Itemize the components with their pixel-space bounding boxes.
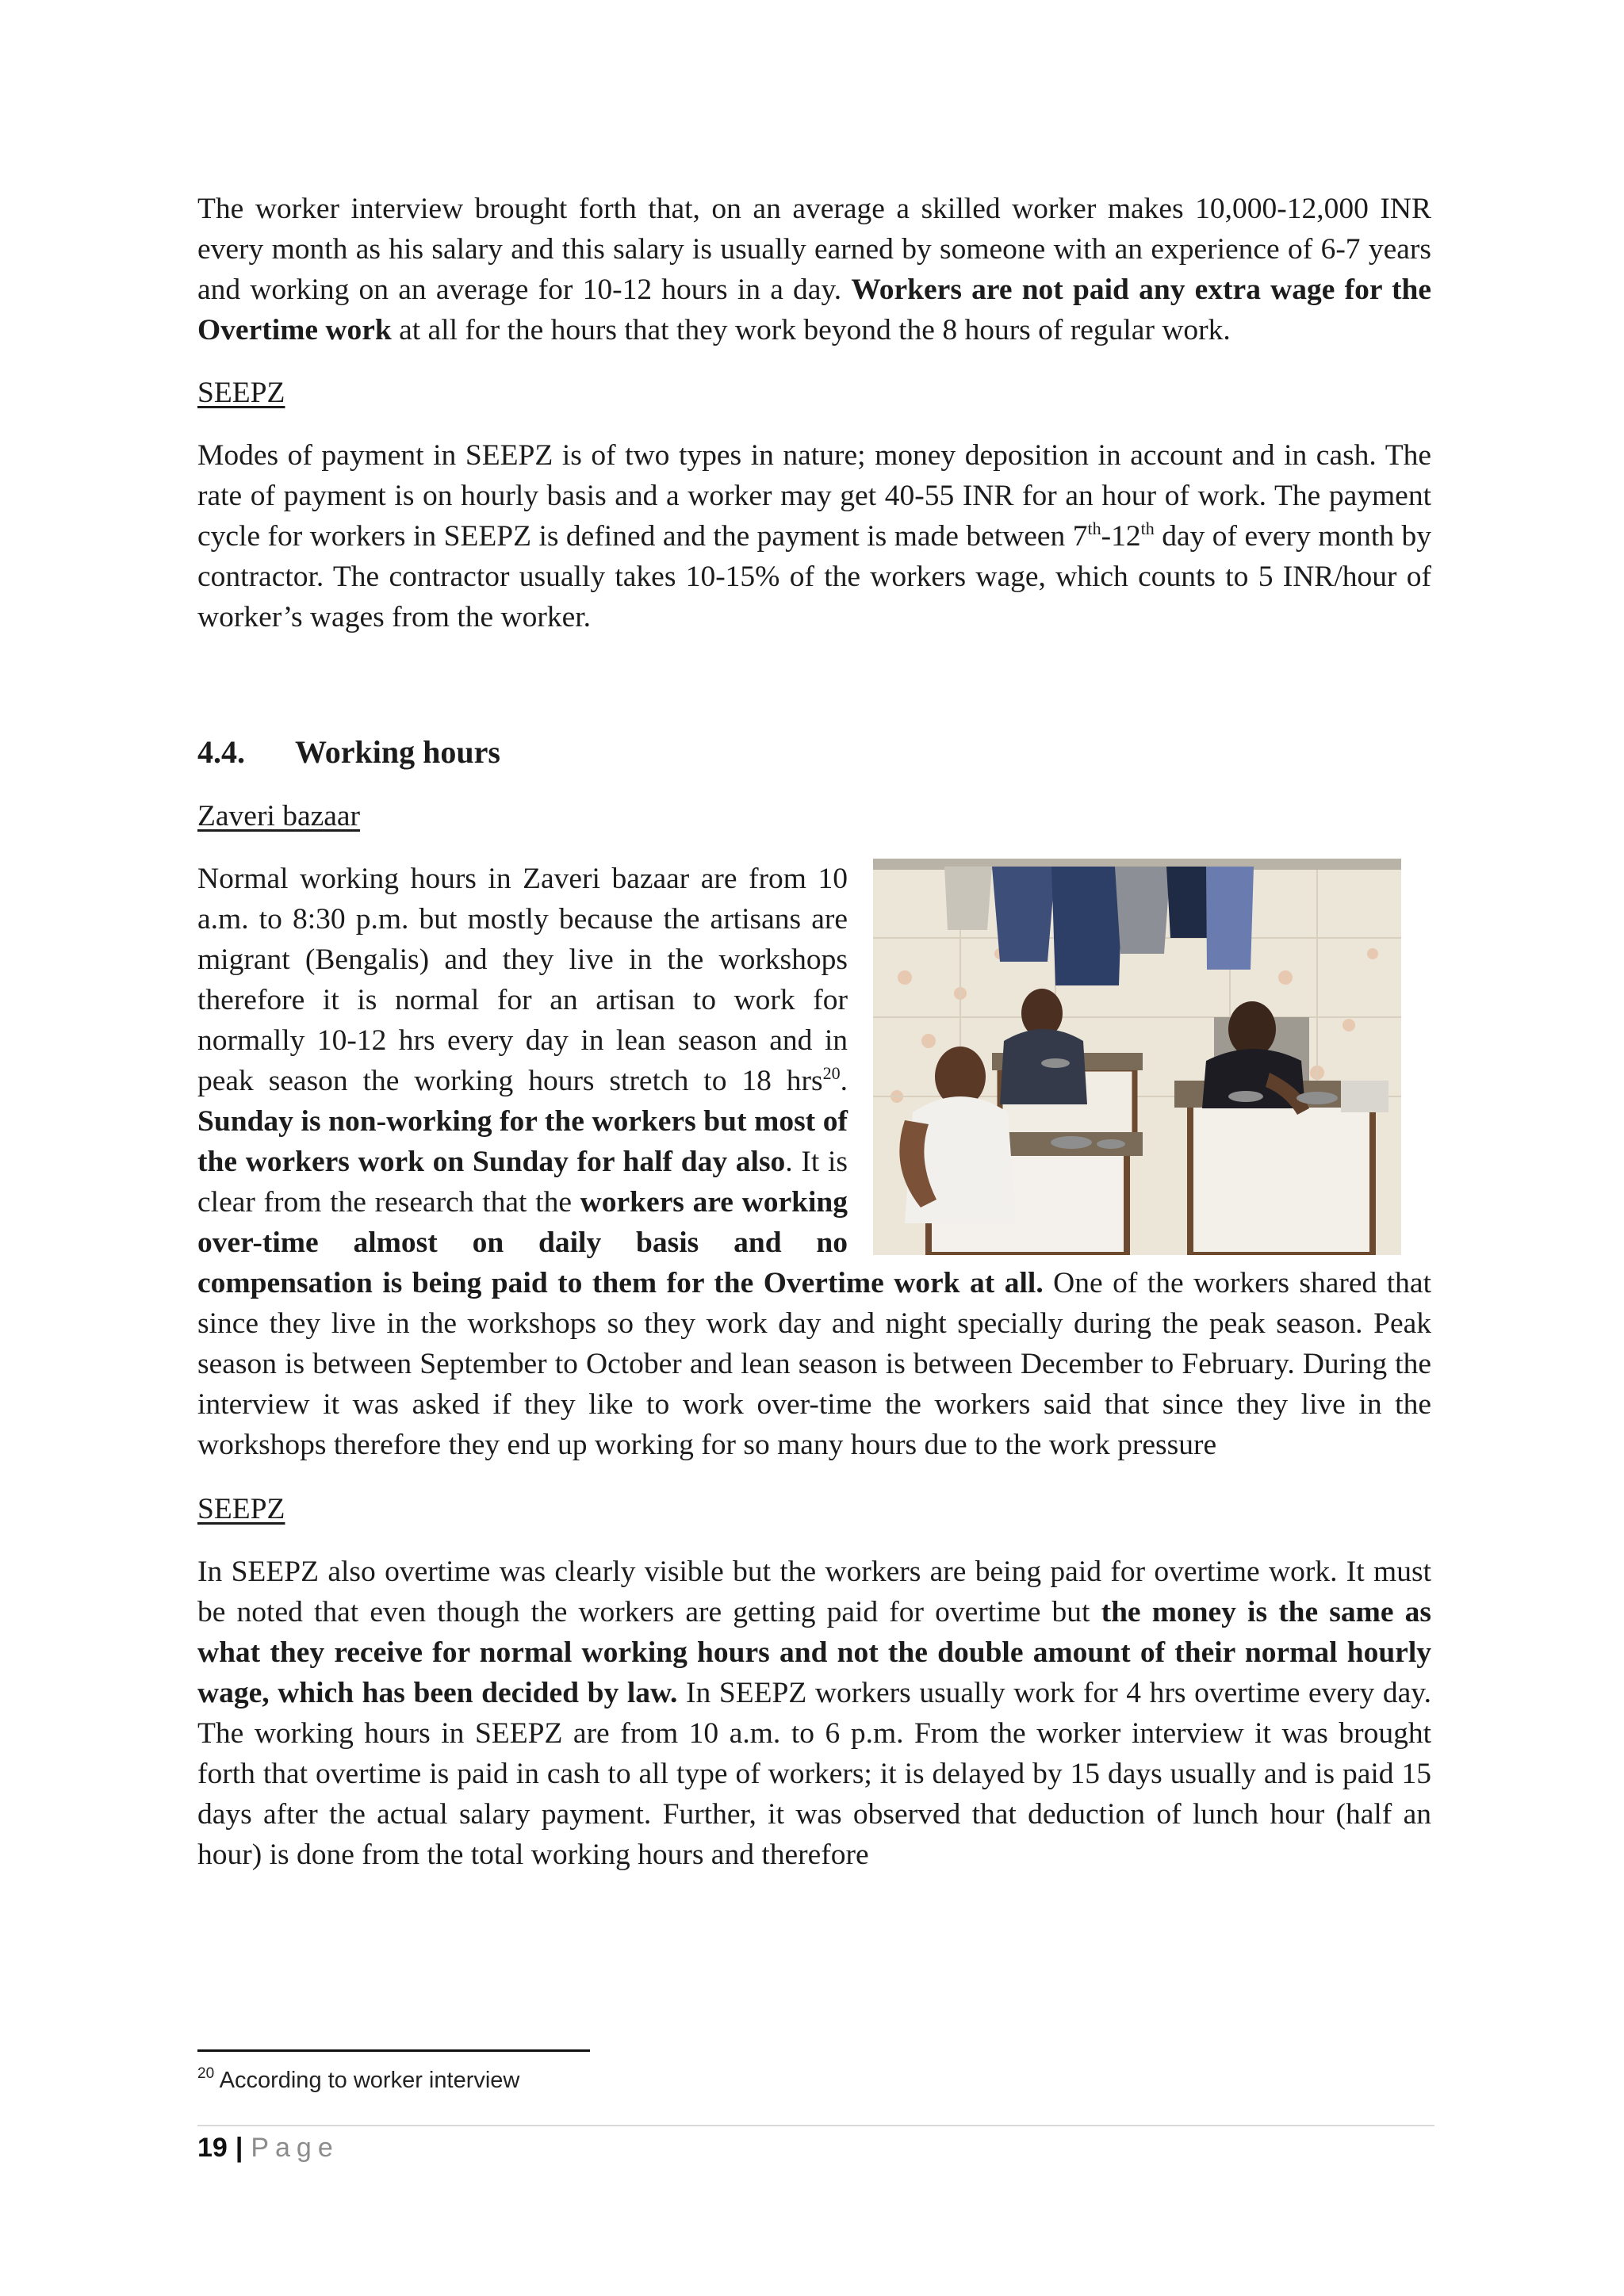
- footnote-text: According to worker interview: [219, 2068, 520, 2093]
- footer-divider: [197, 2125, 1434, 2126]
- intro-text-end: at all for the hours that they work beyond the 8 hours of regular work.: [391, 314, 1231, 346]
- zaveri-text-mid: . It is clear from the research that the: [197, 1146, 848, 1219]
- page-number: 19: [197, 2133, 228, 2163]
- zaveri-block: [197, 859, 1431, 1465]
- subheading-seepz-hours: [197, 1489, 1431, 1529]
- footnote-reference: 20: [822, 1063, 841, 1083]
- intro-text: The worker interview brought forth that, on an average a skilled worker makes 10,000-12,000 INR every month as his salary and this salary is usually earned by someone with an experience of 6-7 years and working on an average for 10-12 hours in a day.: [197, 193, 1431, 306]
- section-number: 4.4.: [197, 734, 245, 770]
- seepz-payment-paragraph: [197, 435, 1431, 637]
- footnote-divider: [197, 2049, 590, 2052]
- subheading-seepz-payment: [197, 373, 1431, 413]
- zaveri-text: Normal working hours in Zaveri bazaar are from 10 a.m. to 8:30 p.m. but mostly because the artisans are migrant (Bengalis) and they live in the workshops therefore it is normal for an artisan to work for normally 10-12 hrs every day in lean season and in peak season the working hours stretch to 18 hrs: [197, 863, 848, 1097]
- subheading-seepz-payment-label: SEEPZ: [197, 377, 285, 409]
- intro-paragraph: [197, 189, 1431, 350]
- intro-bold-text: Workers are not paid any extra wage for the Overtime work: [197, 274, 1431, 346]
- zaveri-bold-overtime: workers are working over-time almost on daily basis and no compensation is being paid to them for the Overtime work at all.: [197, 1186, 1044, 1299]
- seepz-payment-text: Modes of payment in SEEPZ is of two types in nature; money deposition in account and in cash. The rate of payment is on hourly basis and a worker may get 40-55 INR for an hour of work. The payment cycle for workers in SEEPZ is defined and the payment is made between 7: [197, 439, 1431, 553]
- zaveri-text-punct: .: [840, 1065, 848, 1097]
- subheading-zaveri-label: Zaveri bazaar: [197, 800, 361, 832]
- footnote-number: 20: [197, 2065, 215, 2082]
- subheading-seepz-hours-label: SEEPZ: [197, 1493, 285, 1525]
- subheading-zaveri: [197, 796, 1431, 836]
- seepz-hours-paragraph: [197, 1552, 1431, 1875]
- section-heading: [197, 731, 1431, 774]
- seepz-payment-range: -12: [1101, 520, 1141, 553]
- seepz-hours-text-end: In SEEPZ workers usually work for 4 hrs overtime every day. The working hours in SEEPZ are from 10 a.m. to 6 p.m. From the worker interview it was brought forth that overtime is paid in cash to all type of workers; it is delayed by 15 days usually and is paid 15 days after the actual salary payment. Further, it was observed that deduction of lunch hour (half an hour) is done from the total working hours and therefore: [197, 1677, 1431, 1871]
- footnote: [197, 2065, 520, 2094]
- page-footer: [197, 2133, 339, 2164]
- seepz-hours-text: In SEEPZ also overtime was clearly visible but the workers are being paid for overtime work. It must be noted that even though the workers are getting paid for overtime but: [197, 1556, 1431, 1628]
- page-body: [197, 189, 1431, 1875]
- seepz-hours-bold-text: the money is the same as what they receive for normal working hours and not the double amount of their normal hourly wage, which has been decided by law.: [197, 1596, 1432, 1709]
- page-label: Page: [251, 2133, 339, 2163]
- workshop-photo: [873, 859, 1401, 1255]
- footer-separator: |: [235, 2133, 243, 2163]
- zaveri-text-end: One of the workers shared that since they live in the workshops so they work day and night specially during the peak season. Peak season is between September to October and lean season is between December to February. During the interview it was asked if they like to work over-time the workers said that since they live in the workshops therefore they end up working for so many hours due to the work pressure: [197, 1267, 1431, 1461]
- zaveri-bold-sunday: Sunday is non-working for the workers but most of the workers work on Sunday for half day also: [197, 1105, 848, 1178]
- ordinal-suffix: th: [1087, 519, 1101, 538]
- seepz-payment-text-end: day of every month by contractor. The contractor usually takes 10-15% of the workers wage, which counts to 5 INR/hour of worker’s wages from the worker.: [197, 520, 1431, 633]
- ordinal-suffix: th: [1140, 519, 1155, 538]
- section-title: Working hours: [295, 734, 500, 770]
